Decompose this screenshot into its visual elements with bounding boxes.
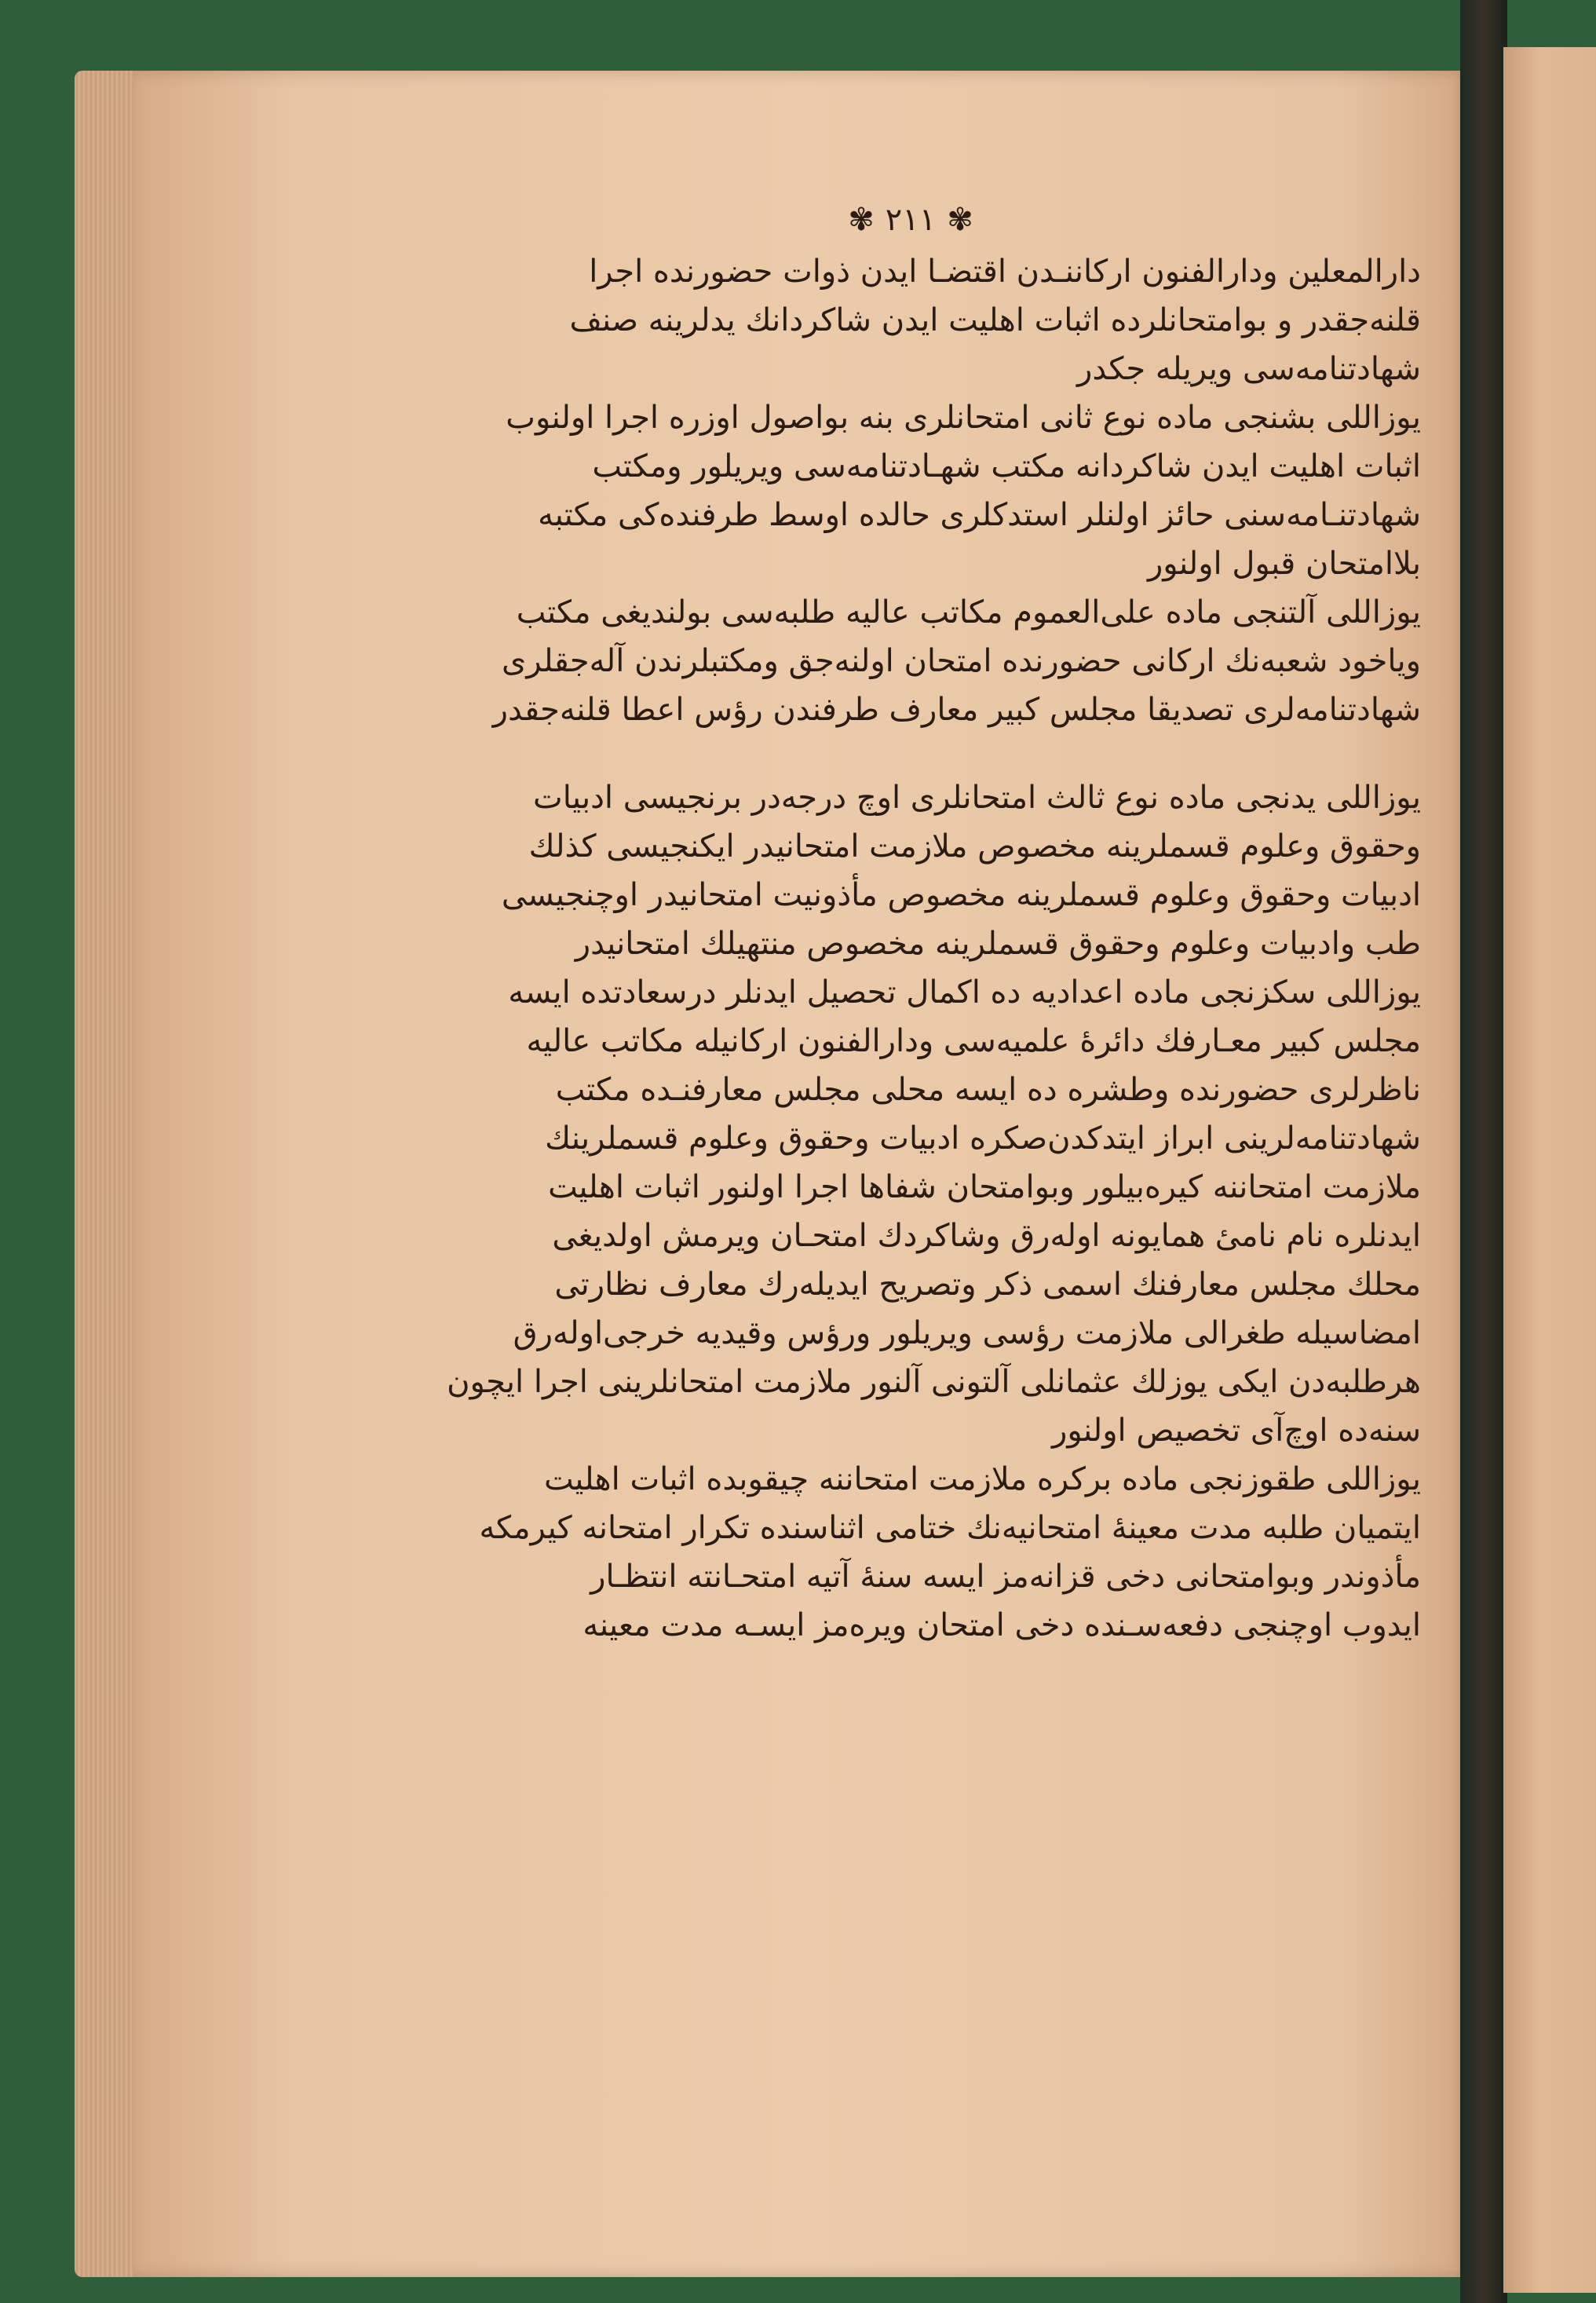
text-line: ایدنلره نام نامیٔ همایونه اوله‌رق وشاکردك امتحـان ویرمش اولدیغی <box>552 1218 1421 1254</box>
body-text <box>306 247 1421 1650</box>
text-line: شهادتنامه‌لرینی ابراز ایتدکدن‌صکره ادبیات وحقوق وعلوم قسملرینك <box>545 1120 1421 1157</box>
page-number: ٢١١ <box>885 202 937 238</box>
text-line: قلنه‌جقدر و بوامتحانلرده اثبات اهلیت ایدن شاکردانك یدلرینه صنف <box>569 302 1421 338</box>
text-line: دارالمعلین ودارالفنون ارکاننـدن اقتضـا ایدن ذوات حضورنده اجرا <box>589 254 1421 290</box>
text-line: بلاامتحان قبول اولنور <box>1147 546 1421 582</box>
text-line: طب وادبیات وعلوم وحقوق قسملرینه مخصوص منتهیلك امتحانیدر <box>575 926 1421 962</box>
ornament-left-icon: ✾ <box>848 202 875 238</box>
text-line: اثبات اهلیت ایدن شاکردانه مکتب شهـادتنامه‌سی ویریلور ومکتب <box>592 448 1421 484</box>
text-line: یوزاللی یدنجی ماده نوع ثالث امتحانلری اوچ درجه‌در برنجیسی ادبیات <box>533 780 1421 816</box>
text-line: مأذوندر وبوامتحانی دخی قزانه‌مز ایسه سنهٔ آتیه امتحـانته انتظـار <box>590 1559 1421 1595</box>
ornament-right-icon: ✾ <box>947 202 973 238</box>
paragraph-gap <box>306 734 1421 773</box>
text-line: ناظرلری حضورنده وطشره ده ایسه محلی مجلس معارفنـده مکتب <box>555 1072 1421 1108</box>
text-line: ایتمیان طلبه مدت معینهٔ امتحانیه‌نك ختامی اثناسنده تکرار امتحانه کیرمکه <box>479 1510 1421 1546</box>
text-line: وحقوق وعلوم قسملرینه مخصوص ملازمت امتحانیدر ایکنجیسی کذلك <box>528 828 1421 865</box>
text-line: یوزاللی بشنجی ماده نوع ثانی امتحانلری بنه بواصول اوزره اجرا اولنوب <box>506 400 1421 436</box>
text-line: شهادتنامه‌لری تصدیقا مجلس کبیر معارف طرفندن رؤس اعطا قلنه‌جقدر <box>492 692 1421 728</box>
text-line: شهادتنامه‌سی ویریله جکدر <box>1077 351 1421 387</box>
text-line: مجلس کبیر معـارفك دائرهٔ علمیه‌سی ودارالفنون ارکانیله مکاتب عالیه <box>526 1023 1421 1059</box>
gutter-shadow <box>1460 0 1507 2303</box>
text-line: یوزاللی طقوزنجی ماده برکره ملازمت امتحاننه چیقوبده اثبات اهلیت <box>543 1461 1421 1497</box>
text-line: شهادتنـامه‌سنی حائز اولنلر استدکلری حالده اوسط طرفنده‌کی مکتبه <box>538 497 1421 533</box>
page-header <box>809 196 1013 243</box>
text-line: یوزاللی آلتنجی ماده علی‌العموم مکاتب عالیه طلبه‌سی بولندیغی مکتب <box>516 594 1421 631</box>
text-line: سنه‌ده اوچ‌آی تخصیص اولنور <box>1052 1413 1421 1449</box>
text-line: ملازمت امتحاننه کیره‌بیلور وبوامتحان شفاها اجرا اولنور اثبات اهلیت <box>548 1169 1421 1205</box>
text-line: ادبیات وحقوق وعلوم قسملرینه مخصوص مأذونیت امتحانیدر اوچنجیسی <box>501 877 1421 913</box>
text-line: ویاخود شعبه‌نك ارکانی حضورنده امتحان اولنه‌جق ومکتبلرندن آله‌جقلری <box>502 643 1421 679</box>
text-line: ایدوب اوچنجی دفعه‌سـنده دخی امتحان ویره‌مز ایسـه مدت معینه <box>583 1607 1421 1643</box>
text-line: امضاسیله طغرالی ملازمت رؤسی ویریلور ورؤس وقیدیه خرجی‌اوله‌رق <box>513 1315 1421 1351</box>
text-line: یوزاللی سکزنجی ماده اعدادیه ده اکمال تحصیل ایدنلر درسعادتده ایسه <box>508 974 1421 1011</box>
text-line: محلك مجلس معارفنك اسمی ذکر وتصریح ایدیله‌رك معارف نظارتی <box>554 1267 1421 1303</box>
facing-page-edge <box>1503 47 1596 2293</box>
text-line: هرطلبه‌دن ایکی یوزلك عثمانلی آلتونی آلنور ملازمت امتحانلرینی اجرا ایچون <box>447 1364 1421 1400</box>
